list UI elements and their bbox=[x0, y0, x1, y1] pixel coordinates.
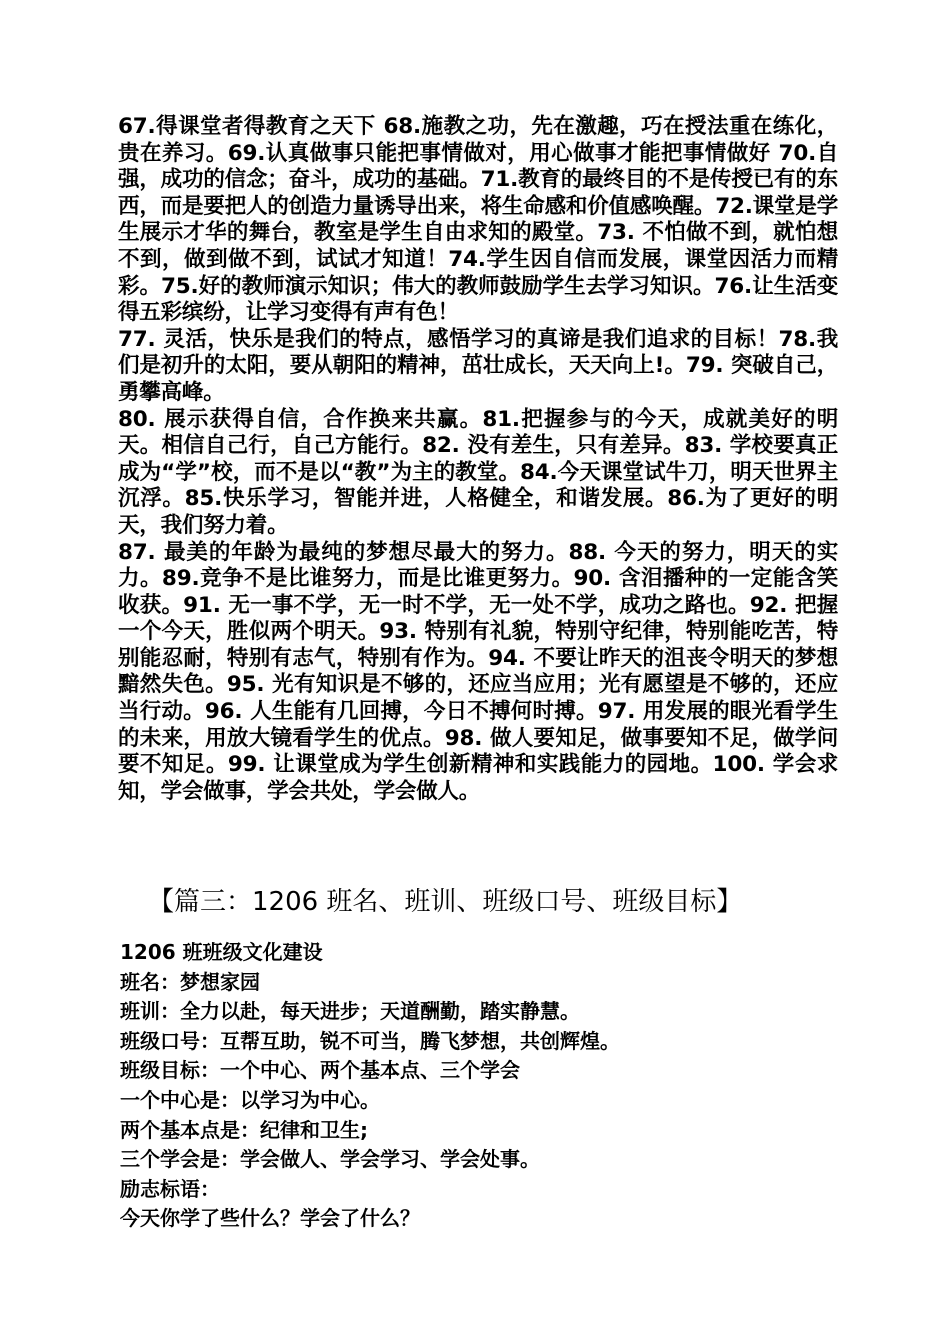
class-goal-line: 班级目标：一个中心、两个基本点、三个学会 bbox=[120, 1058, 520, 1083]
class-culture-section bbox=[120, 938, 840, 1234]
three-learns-line: 三个学会是：学会做人、学会学习、学会处事。 bbox=[120, 1147, 540, 1172]
class-name-line: 班名：梦想家园 bbox=[120, 969, 260, 994]
section-heading: 【篇三：1206 班名、班训、班级口号、班级目标】 bbox=[148, 887, 743, 917]
class-motto-line: 班训：全力以赴，每天进步；天道酬勤，踏实静慧。 bbox=[120, 999, 580, 1024]
quotes-paragraph-67-76: 67.得课堂者得教育之天下 68.施教之功，先在激趣，巧在授法重在练化，贵在养习。69.认真做事只能把事情做对，用心做事才能把事情做好 70.自强，成功的信念；奋斗，成功的基础。71.教育的最终目的不是传授已有的东西，而是要把人的创造力量诱导出来，将生命感和价值感唤醒。72.课堂是学生展示才华的舞台，教室是学生自由求知的殿堂。73. 不怕做不到，就怕想不到，做到做不到，试试才知道！74.学生因自信而发展，课堂因活力而精彩。75.好的教师演示知识；伟大的教师鼓励学生去学习知识。76.让生活变得五彩缤纷，让学习变得有声有色！ bbox=[118, 114, 838, 326]
two-points-line: 两个基本点是：纪律和卫生; bbox=[120, 1117, 368, 1142]
one-center-line: 一个中心是：以学习为中心。 bbox=[120, 1087, 380, 1112]
quotes-paragraph-80-86: 80. 展示获得自信，合作换来共赢。81.把握参与的今天，成就美好的明天。相信自己行，自己方能行。82. 没有差生，只有差异。83. 学校要真正成为“学”校，而不是以“教”为主的教堂。84.今天课堂试牛刀，明天世界主沉浮。85.快乐学习，智能并进，人格健全，和谐发展。86.为了更好的明天，我们努力着。 bbox=[118, 406, 838, 538]
inspiration-quote: 今天你学了些什么？学会了什么？ bbox=[120, 1206, 420, 1231]
inspiration-label: 励志标语： bbox=[120, 1176, 220, 1201]
quotes-paragraph-87-100: 87. 最美的年龄为最纯的梦想尽最大的努力。88. 今天的努力，明天的实力。89.竞争不是比谁努力，而是比谁更努力。90. 含泪播种的一定能含笑收获。91. 无一事不学，无一时不学，无一处不学，成功之路也。92. 把握一个今天，胜似两个明天。93. 特别有礼貌，特别守纪律，特别能吃苦，特别能忍耐，特别有志气，特别有作为。94. 不要让昨天的沮丧令明天的梦想黯然失色。95. 光有知识是不够的，还应当应用；光有愿望是不够的，还应当行动。96. 人生能有几回搏，今日不搏何时搏。97. 用发展的眼光看学生的未来，用放大镜看学生的优点。98. 做人要知足，做事要知不足，做学问要不知足。99. 让课堂成为学生创新精神和实践能力的园地。100. 学会求知，学会做事，学会共处，学会做人。 bbox=[118, 539, 838, 804]
culture-title: 1206 班班级文化建设 bbox=[120, 940, 323, 964]
class-slogan-line: 班级口号：互帮互助，锐不可当，腾飞梦想，共创辉煌。 bbox=[120, 1028, 620, 1053]
quotes-paragraph-77-79: 77. 灵活，快乐是我们的特点，感悟学习的真谛是我们追求的目标！78.我们是初升的太阳，要从朝阳的精神，茁壮成长，天天向上!。79. 突破自己，勇攀高峰。 bbox=[118, 326, 838, 405]
quotes-body bbox=[118, 114, 838, 805]
